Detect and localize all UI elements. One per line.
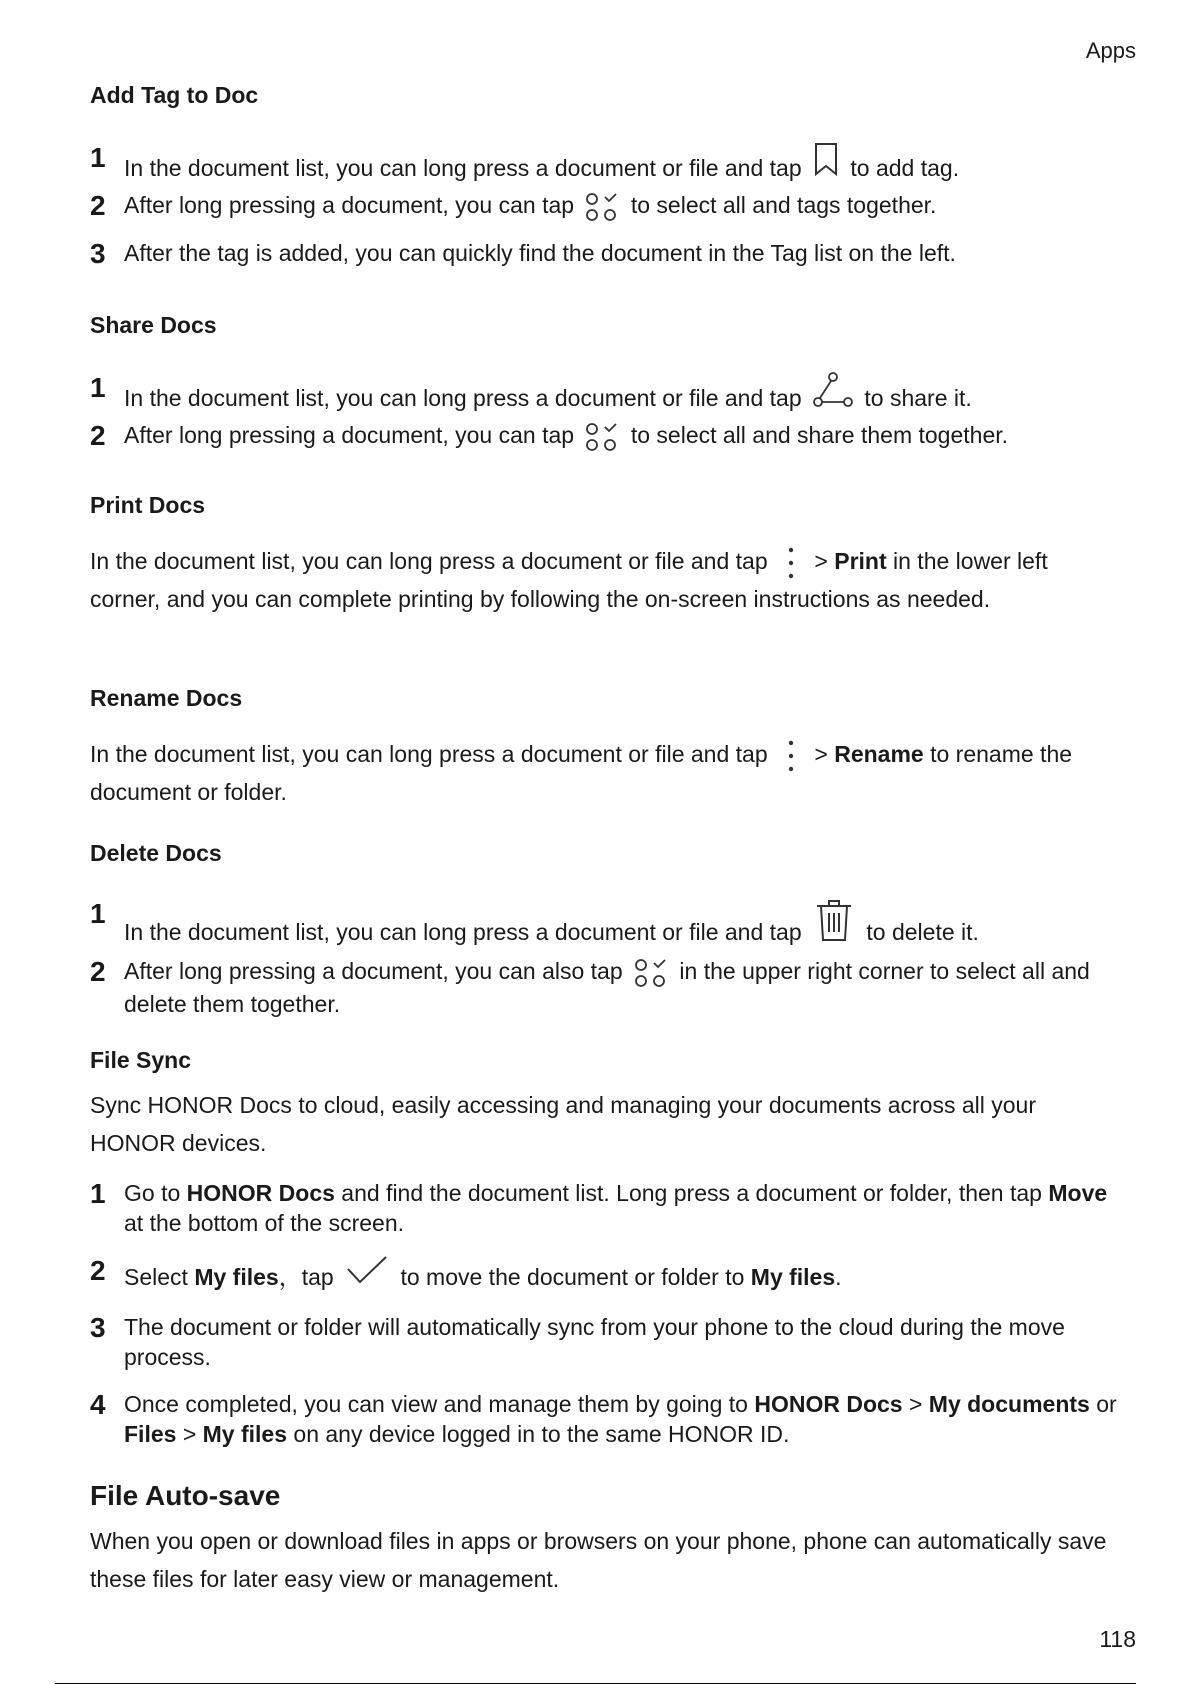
heading-rename-docs: Rename Docs (90, 685, 243, 711)
page-number: 118 (1099, 1626, 1136, 1652)
heading-delete-docs: Delete Docs (90, 840, 222, 866)
delete-step-1: 1 In the document list, you can long press a document or file and tap to delete it. (90, 898, 979, 945)
bookmark-tag-icon (813, 142, 839, 178)
rename-paragraph: In the document list, you can long press a document or file and tap > Rename to rename the document or folder. (90, 735, 1120, 811)
running-header: Apps (1085, 38, 1136, 63)
heading-print-docs: Print Docs (90, 492, 206, 518)
share-step-1: 1 In the document list, you can long press a document or file and tap to share it. (90, 372, 972, 411)
add-tag-step-1: 1 In the document list, you can long press a document or file and tap to add tag. (90, 142, 960, 181)
sync-step-4: 4 Once completed, you can view and manage them by going to HONOR Docs > My documents or Files > My files on any device logged in to the same HONOR ID. (90, 1389, 1117, 1447)
trash-icon (813, 898, 855, 942)
heading-file-auto-save: File Auto-save (90, 1480, 281, 1511)
sync-step-3: 3 The document or folder will automatically sync from your phone to the cloud during the move process. (90, 1312, 1065, 1370)
checkmark-icon (345, 1255, 389, 1287)
share-icon (813, 372, 853, 408)
print-paragraph: In the document list, you can long press a document or file and tap > Print in the lower left corner, and you can complete printing by following the on-screen instructions as needed. (90, 542, 1120, 618)
sync-step-1: 1 Go to HONOR Docs and find the document list. Long press a document or folder, then tap Move at the bottom of the screen. (90, 1178, 1108, 1236)
select-all-icon (585, 191, 619, 223)
add-tag-step-2: 2 After long pressing a document, you can tap to select all and tags together. (90, 190, 937, 221)
heading-file-sync: File Sync (90, 1047, 191, 1073)
select-all-icon (634, 957, 668, 989)
more-menu-icon (779, 546, 803, 580)
delete-step-2: 2 After long pressing a document, you can also tap in the upper right corner to select all and delete them together. (90, 956, 1090, 1017)
add-tag-step-3: 3 After the tag is added, you can quickly find the document in the Tag list on the left. (90, 238, 956, 269)
share-step-2: 2 After long pressing a document, you can tap to select all and share them together. (90, 420, 1009, 451)
file-auto-save-paragraph: When you open or download files in apps or browsers on your phone, phone can automatically save these files for later easy view or management. (90, 1528, 1107, 1592)
heading-share-docs: Share Docs (90, 312, 217, 338)
more-menu-icon (779, 739, 803, 773)
sync-step-2: 2 Select My files，tap to move the document or folder to My files. (90, 1255, 842, 1290)
heading-add-tag: Add Tag to Doc (90, 82, 259, 108)
select-all-icon (585, 421, 619, 453)
file-sync-intro: Sync HONOR Docs to cloud, easily accessing and managing your documents across all your HONOR devices. (90, 1092, 1036, 1156)
